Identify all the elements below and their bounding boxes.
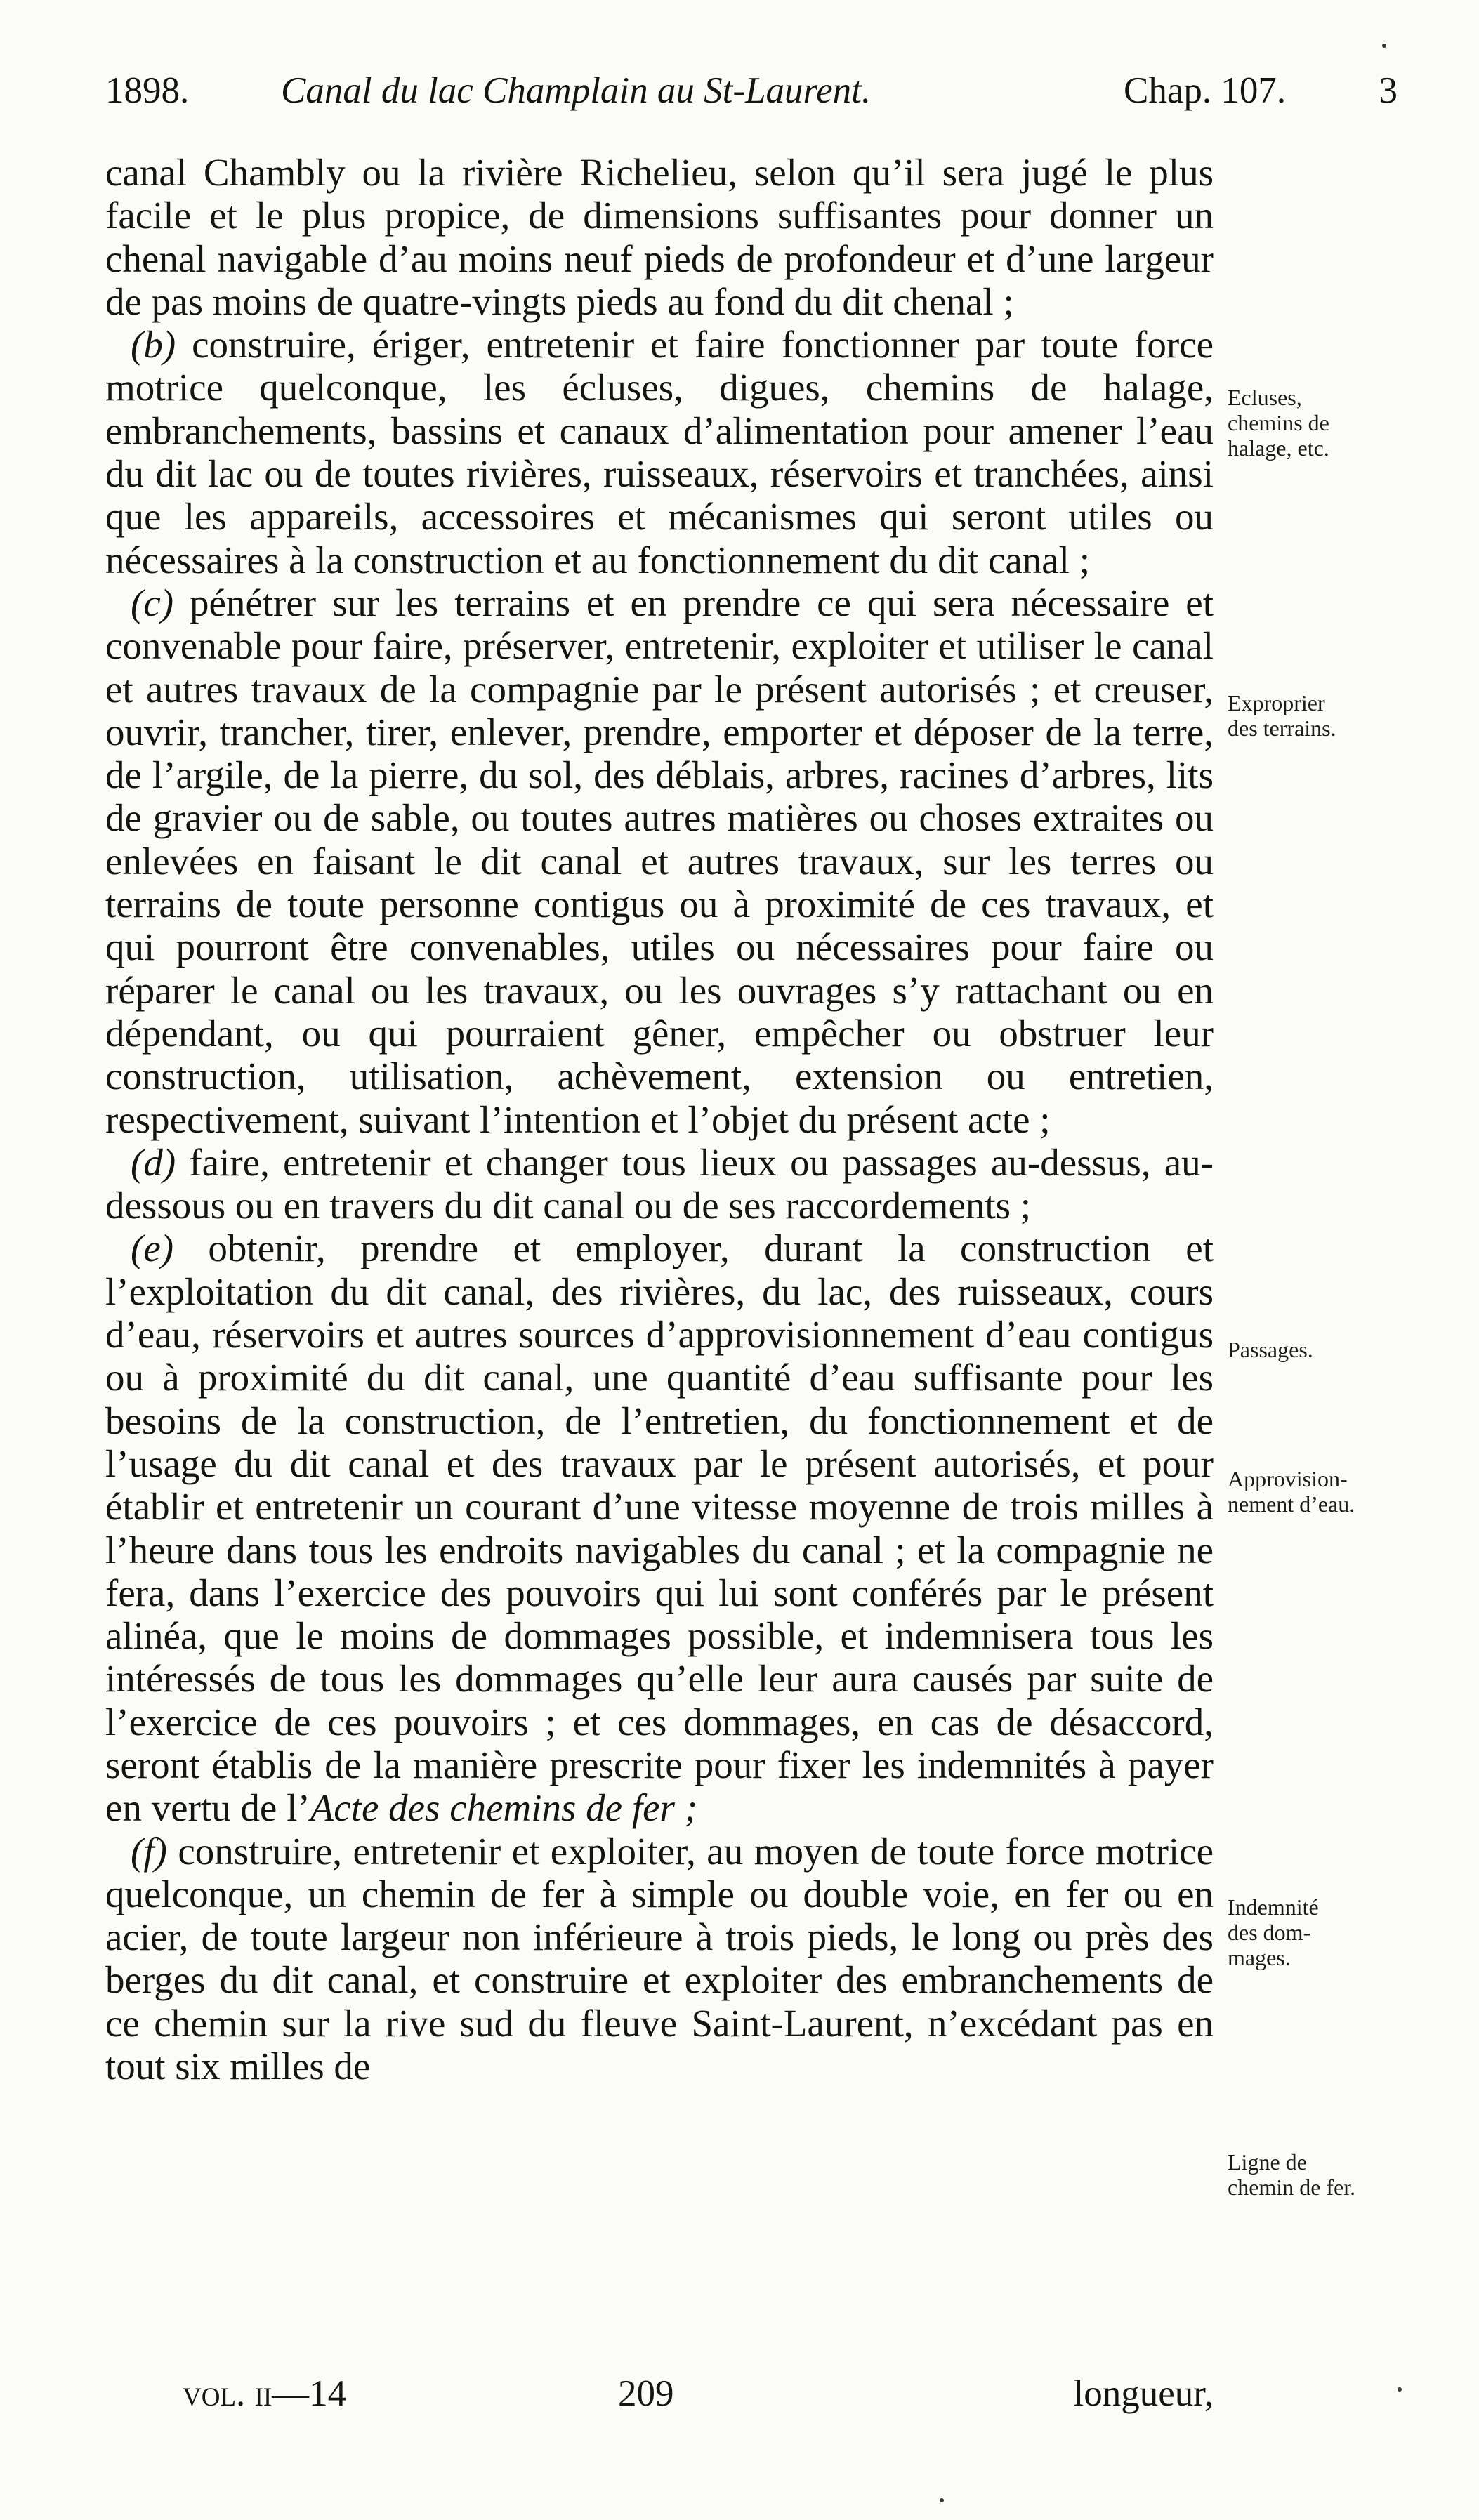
paragraph-d bbox=[105, 1141, 1214, 1227]
page-footer bbox=[105, 2369, 1214, 2418]
paragraph-label: (d) bbox=[131, 1140, 176, 1184]
margin-note-line: halage, etc. bbox=[1228, 435, 1329, 461]
body-text bbox=[105, 151, 1214, 2087]
act-title: Acte des chemins de fer ; bbox=[310, 1786, 698, 1830]
margin-note-line: chemins de bbox=[1228, 410, 1329, 435]
header-title: Canal du lac Champlain au St-Laurent. bbox=[281, 70, 872, 111]
margin-note-line: Ligne de bbox=[1228, 2149, 1307, 2175]
header-year: 1898. bbox=[105, 70, 190, 111]
margin-note-line: chemin de fer. bbox=[1228, 2175, 1356, 2200]
margin-note-chemin-de-fer bbox=[1228, 2149, 1466, 2200]
paragraph-label: (e) bbox=[131, 1227, 174, 1270]
paragraph-label: (f) bbox=[131, 1829, 167, 1873]
paper-speck bbox=[1398, 2387, 1402, 2392]
paragraph-c bbox=[105, 581, 1214, 1141]
paragraph-label: (c) bbox=[131, 581, 174, 624]
margin-note-line: mages. bbox=[1228, 1945, 1291, 1970]
paper-speck bbox=[1382, 44, 1386, 48]
footer-volume: vol. ii—14 bbox=[183, 2373, 347, 2414]
margin-note-indemnite bbox=[1228, 1894, 1466, 1970]
margin-note-ecluses bbox=[1228, 385, 1466, 461]
margin-note-line: nement d’eau. bbox=[1228, 1491, 1355, 1517]
paragraph-intro bbox=[105, 151, 1214, 323]
header-chapter: Chap. 107. bbox=[1124, 70, 1287, 111]
margin-note-line: Indemnité bbox=[1228, 1894, 1319, 1920]
margin-note-passages bbox=[1228, 1337, 1466, 1362]
paragraph-text: construire, entretenir et exploiter, au moyen de toute force motrice quelconque, un chemin de fer à simple ou double voie, en fer ou en acier, de toute largeur non inférieure à trois pieds, le long ou près des berges du dit canal, et construire et exploiter des embranchements de ce chemin sur la rive sud du fleuve Saint-Laurent, n’excédant pas en tout six milles de bbox=[105, 1829, 1214, 2088]
paragraph-label: (b) bbox=[131, 323, 176, 367]
paragraph-text: canal Chambly ou la rivière Richelieu, selon qu’il sera jugé le plus facile et le plus propice, de dimensions suffisantes pour donner un chenal navigable d’au moins neuf pieds de profondeur et d’une largeur de pas moins de quatre-vingts pieds au fond du dit chenal ; bbox=[105, 151, 1214, 323]
margin-note-line: Exproprier bbox=[1228, 690, 1325, 715]
footer-catchword: longueur, bbox=[1073, 2373, 1214, 2414]
paragraph-text: faire, entretenir et changer tous lieux ou passages au-dessus, au-dessous ou en travers du dit canal ou de ses raccordements ; bbox=[105, 1140, 1214, 1227]
margin-note-approvisionnement bbox=[1228, 1466, 1466, 1517]
margin-note-line: Approvision- bbox=[1228, 1466, 1348, 1491]
paragraph-b bbox=[105, 323, 1214, 581]
paragraph-text: obtenir, prendre et employer, durant la construction et l’exploitation du dit canal, des rivières, du lac, des ruisseaux, cours d’eau, réservoirs et autres sources d’approvisionnement d’eau contigus ou à proximité du dit canal, une quantité d’eau suffisante pour les besoins de la construction, de l’entretien, du fonctionnement et de l’usage du dit canal et des travaux par le présent autorisés, et pour établir et entretenir un courant d’une vitesse moyenne de trois milles à l’heure dans tous les endroits navigables du canal ; et la compagnie ne fera, dans l’exercice des pouvoirs qui lui sont conférés par le présent alinéa, que le moins de dommages possible, et indemnisera tous les intéressés de tous les dommages qu’elle leur aura causés par suite de l’exercice de ces pouvoirs ; et ces dommages, en cas de désaccord, seront établis de la manière prescrite pour fixer les indemnités à payer en vertu de l’ bbox=[105, 1227, 1214, 1830]
footer-folio: 209 bbox=[618, 2373, 674, 2414]
paragraph-e bbox=[105, 1227, 1214, 1829]
margin-note-line: Passages. bbox=[1228, 1337, 1313, 1362]
running-header bbox=[105, 66, 1398, 115]
margin-note-line: des terrains. bbox=[1228, 715, 1336, 741]
paragraph-text: construire, ériger, entretenir et faire fonctionner par toute force motrice quelconque, les écluses, digues, chemins de halage, embranchements, bassins et canaux d’alimentation pour amener l’eau du dit lac ou de toutes rivières, ruisseaux, réservoirs et tranchées, ainsi que les appareils, accessoires et mécanismes qui seront utiles ou nécessaires à la construction et au fonctionnement du dit canal ; bbox=[105, 323, 1214, 581]
header-page-number: 3 bbox=[1379, 70, 1398, 111]
paragraph-f bbox=[105, 1830, 1214, 2088]
margin-note-line: des dom- bbox=[1228, 1920, 1311, 1945]
paper-speck bbox=[940, 2498, 944, 2502]
paragraph-text: pénétrer sur les terrains et en prendre ce qui sera nécessaire et convenable pour faire, préserver, entretenir, exploiter et utiliser le canal et autres travaux de la compagnie par le présent autorisés ; et creuser, ouvrir, trancher, tirer, enlever, prendre, emporter et déposer de la terre, de l’argile, de la pierre, du sol, des déblais, arbres, racines d’arbres, lits de gravier ou de sable, ou toutes autres matières ou choses extraites ou enlevées en faisant le dit canal et autres travaux, sur les terres ou terrains de toute personne contigus ou à proximité de ces travaux, et qui pourront être convenables, utiles ou nécessaires pour faire ou réparer le canal ou les travaux, ou les ouvrages s’y rattachant ou en dépendant, ou qui pourraient gêner, empêcher ou obstruer leur construction, utilisation, achèvement, extension ou entretien, respectivement, suivant l’intention et l’objet du présent acte ; bbox=[105, 581, 1214, 1141]
margin-note-exproprier bbox=[1228, 690, 1466, 741]
margin-note-line: Ecluses, bbox=[1228, 385, 1302, 410]
